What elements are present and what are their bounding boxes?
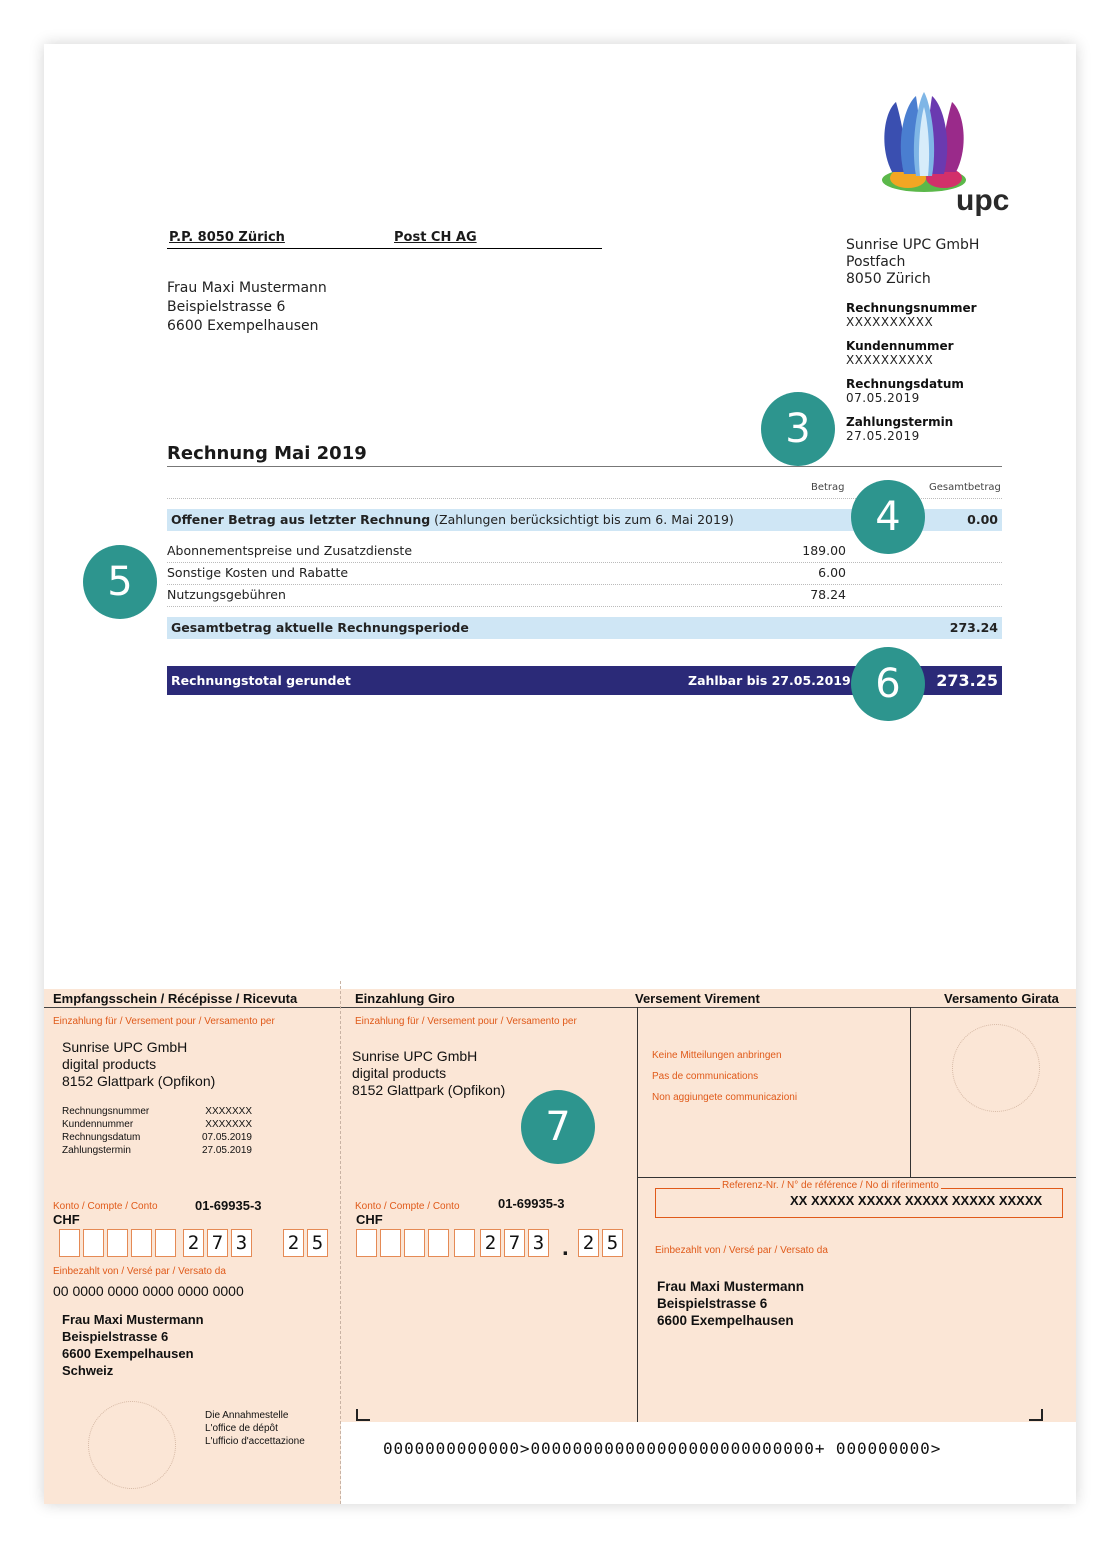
amount-digit: 2 [480,1229,501,1257]
meta-label: Kundennummer [846,339,954,353]
company-address [846,237,979,288]
line-item-amount: 189.00 [802,543,846,558]
payment-for-label: Einzahlung für / Versement pour / Versamento per [53,1016,275,1027]
callout-badge-5: 5 [83,545,157,619]
line-item-row [167,584,1002,607]
line-item-label: Sonstige Kosten und Rabatte [167,565,349,580]
payer-line: 6600 Exempelhausen [657,1313,794,1328]
amount-box [428,1229,449,1257]
receipt-meta-label: Rechnungsdatum [62,1132,141,1143]
notes-area [652,1045,797,1108]
beneficiary-line: Sunrise UPC GmbH [352,1048,478,1064]
amount-box [59,1229,80,1257]
upc-wordmark: upc [956,184,1010,217]
period-total-label: Gesamtbetrag aktuelle Rechnungsperiode [171,620,469,635]
sender-line-left: P.P. 8050 Zürich [169,230,285,245]
currency-giro: CHF [356,1212,383,1227]
decimal-dot: . [562,1234,569,1261]
stamp-circle-giro [952,1024,1040,1112]
slip-head-virement: Versement Virement [635,991,760,1006]
rounded-total-label: Rechnungstotal gerundet [171,673,351,688]
meta-value: XXXXXXXXXX [846,353,934,367]
amount-box [107,1229,128,1257]
payer-right [657,1278,804,1329]
recipient-line: 6600 Exempelhausen [167,318,319,334]
note-line: Keine Mitteilungen anbringen [652,1050,782,1061]
beneficiary-line: 8152 Glattpark (Opfikon) [62,1073,216,1089]
amount-digit: 3 [231,1229,252,1257]
amount-digit: 7 [504,1229,525,1257]
line-item-label: Abonnementspreise und Zusatzdienste [167,543,413,558]
open-amount-label: Offener Betrag aus letzter Rechnung [171,512,431,527]
payer-line: Frau Maxi Mustermann [657,1279,805,1294]
receipt-meta-label: Rechnungsnummer [62,1106,150,1117]
slip-frame-line [637,1177,1076,1178]
meta-value: 27.05.2019 [846,429,920,443]
open-amount-note: (Zahlungen berücksichtigt bis zum 6. Mai 2019) [434,512,734,527]
amount-box [454,1229,475,1257]
payment-for-label-giro: Einzahlung für / Versement pour / Versamento per [355,1016,577,1027]
amount-digit: 3 [528,1229,549,1257]
reference-value: XX XXXXX XXXXX XXXXX XXXXX XXXXX [790,1193,1043,1208]
beneficiary-line: 8152 Glattpark (Opfikon) [352,1082,506,1098]
company-line: 8050 Zürich [846,271,931,287]
account-label: Konto / Compte / Conto [53,1201,158,1212]
coding-area [341,1422,1076,1504]
callout-badge-6: 6 [851,647,925,721]
receipt-meta-value: 27.05.2019 [201,1145,252,1156]
invoice-title: Rechnung Mai 2019 [167,443,367,464]
meta-value: XXXXXXXXXX [846,315,934,329]
receipt-meta [62,1105,252,1157]
account-number: 01-69935-3 [195,1198,262,1213]
amount-box [380,1229,401,1257]
currency: CHF [53,1212,80,1227]
recipient-line: Frau Maxi Mustermann [167,280,327,296]
note-line: Pas de communications [652,1071,759,1082]
sender-line [167,230,602,249]
amount-cents-digit: 5 [602,1229,623,1257]
account-number-giro: 01-69935-3 [498,1196,565,1211]
amount-digit: 2 [183,1229,204,1257]
amount-digit: 7 [207,1229,228,1257]
acceptance-line: Die Annahmestelle [205,1410,289,1421]
line-item-row [167,562,1002,585]
period-total-row [167,617,1002,639]
amount-box [356,1229,377,1257]
payer-receipt [62,1311,204,1379]
amount-cents-digit: 2 [283,1229,304,1257]
recipient-line: Beispielstrasse 6 [167,299,286,315]
invoice-meta [846,301,977,453]
beneficiary-line: digital products [62,1056,157,1072]
receipt-meta-value: XXXXXXX [205,1106,252,1117]
recipient-address [167,279,327,336]
slip-head-girata: Versamento Girata [944,991,1059,1006]
corner-mark [1029,1409,1043,1421]
slip-frame-line [910,1007,911,1177]
receipt-reference: 00 0000 0000 0000 0000 0000 [53,1283,244,1299]
slip-frame-line [637,1007,638,1422]
company-line: Postfach [846,254,906,270]
callout-badge-3: 3 [761,392,835,466]
payment-slip [44,989,1076,1504]
line-item-amount: 6.00 [818,565,846,580]
payer-line: Schweiz [62,1363,114,1378]
amount-box [404,1229,425,1257]
paid-by-label: Einbezahlt von / Versé par / Versato da [53,1266,226,1277]
receipt-meta-value: XXXXXXX [205,1119,252,1130]
slip-header-rule [44,1007,1076,1008]
period-total-value: 273.24 [949,620,998,635]
slip-head-receipt: Empfangsschein / Récépisse / Ricevuta [53,991,298,1006]
reference-label: Referenz-Nr. / N° de référence / No di riferimento [722,1180,939,1191]
amount-box [131,1229,152,1257]
beneficiary-line: digital products [352,1065,447,1081]
payable-by: Zahlbar bis 27.05.2019 [688,673,851,688]
callout-badge-7: 7 [521,1090,595,1164]
amount-cents-digit: 2 [578,1229,599,1257]
company-line: Sunrise UPC GmbH [846,237,980,253]
upc-logo [874,92,1014,222]
stamp-circle [88,1401,176,1489]
account-label-giro: Konto / Compte / Conto [355,1201,460,1212]
beneficiary-giro [352,1048,505,1099]
beneficiary-line: Sunrise UPC GmbH [62,1039,188,1055]
payer-line: Beispielstrasse 6 [62,1329,169,1344]
meta-value: 07.05.2019 [846,391,920,405]
receipt-meta-label: Zahlungstermin [62,1145,131,1156]
acceptance-line: L'office de dépôt [205,1423,278,1434]
invoice-page [44,44,1076,1504]
column-header-betrag: Betrag [811,482,845,493]
meta-label: Rechnungsnummer [846,301,977,315]
payer-line: Frau Maxi Mustermann [62,1312,204,1327]
amount-box [83,1229,104,1257]
beneficiary-receipt [62,1039,215,1090]
receipt-meta-label: Kundennummer [62,1119,134,1130]
title-divider [167,466,1002,467]
acceptance-line: L'ufficio d'accettazione [205,1436,305,1447]
amount-cents-digit: 5 [307,1229,328,1257]
payer-line: 6600 Exempelhausen [62,1346,194,1361]
line-item-amount: 78.24 [810,587,846,602]
amount-box [155,1229,176,1257]
receipt-meta-value: 07.05.2019 [201,1132,252,1143]
column-header-gesamtbetrag: Gesamtbetrag [929,482,1001,493]
meta-label: Rechnungsdatum [846,377,964,391]
note-line: Non aggiungete communicazioni [652,1092,798,1103]
meta-label: Zahlungstermin [846,415,954,429]
rounded-total-value: 273.25 [936,671,998,690]
slip-head-giro: Einzahlung Giro [355,991,455,1006]
corner-mark [356,1409,370,1421]
upc-logo-mark [874,92,974,197]
paid-by-label-right: Einbezahlt von / Versé par / Versato da [655,1245,828,1256]
open-amount-total: 0.00 [967,512,998,527]
coding-line: 0000000000000>000000000000000000000000000+ 000000000> [383,1439,942,1458]
acceptance-office [205,1409,305,1448]
callout-badge-4: 4 [851,480,925,554]
line-item-label: Nutzungsgebühren [167,587,286,602]
sender-line-right: Post CH AG [394,230,477,245]
payer-line: Beispielstrasse 6 [657,1296,768,1311]
